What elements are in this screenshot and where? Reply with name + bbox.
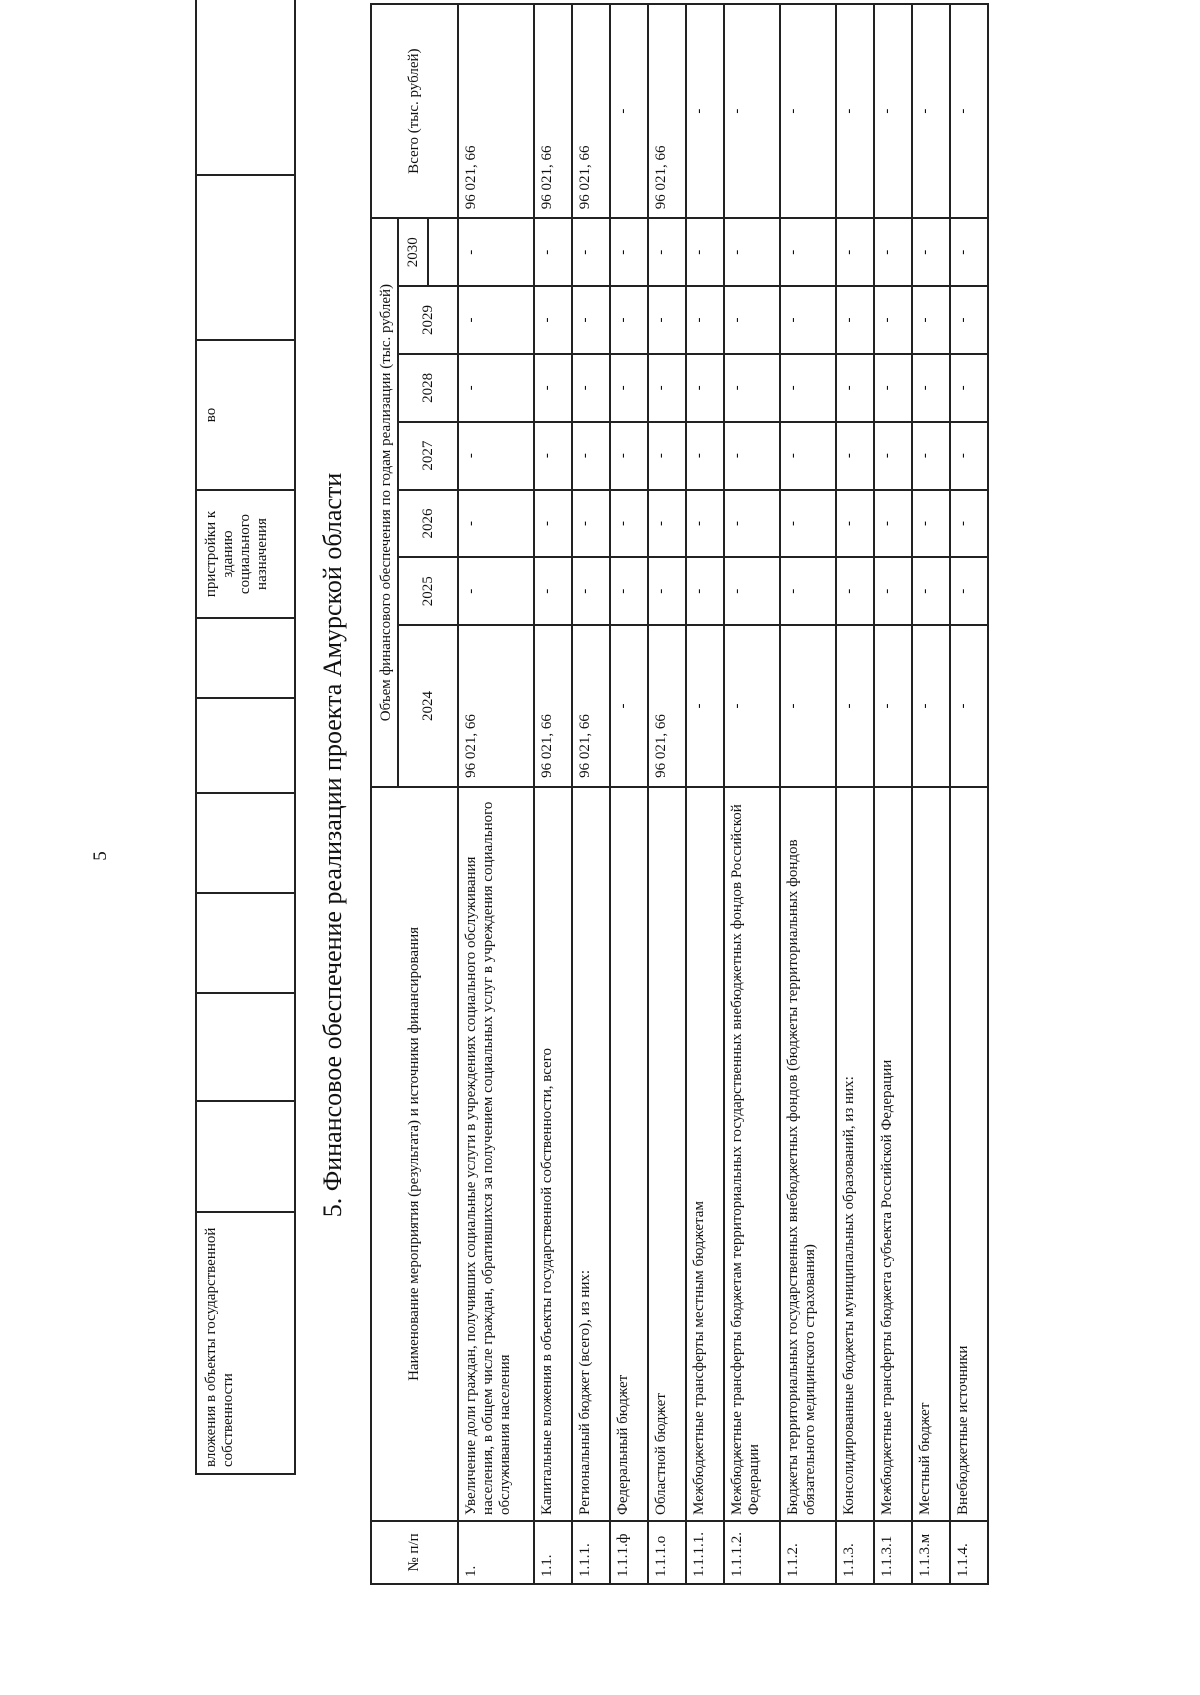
- total-value-cell: -: [950, 4, 988, 218]
- year-value-cell: -: [610, 422, 648, 490]
- prev-table-cell-investments: вложения в объекты государственной собственности: [196, 1212, 295, 1474]
- total-value-cell: -: [874, 4, 912, 218]
- header-year-2024: 2024: [398, 625, 458, 787]
- year-value-cell: -: [836, 625, 874, 787]
- prev-table-cell-extension: пристройки к зданию социального назначения: [196, 490, 295, 618]
- prev-table-cell-empty: [196, 793, 295, 893]
- year-value-cell: -: [610, 490, 648, 558]
- year-value-cell: -: [534, 286, 572, 354]
- year-value-cell: -: [534, 218, 572, 286]
- total-value-cell: 96 021, 66: [534, 4, 572, 218]
- year-value-cell: 96 021, 66: [648, 625, 686, 787]
- year-value-cell: -: [950, 625, 988, 787]
- year-value-cell: -: [780, 422, 836, 490]
- year-value-cell: -: [724, 218, 780, 286]
- year-value-cell: -: [686, 354, 724, 422]
- table-row: [572, 4, 610, 1584]
- table-row: [912, 4, 950, 1584]
- year-value-cell: -: [572, 218, 610, 286]
- year-value-cell: -: [912, 422, 950, 490]
- row-number: 1.1.3.: [836, 1521, 874, 1584]
- row-name: Внебюджетные источники: [950, 787, 988, 1521]
- year-value-cell: -: [610, 286, 648, 354]
- year-value-cell: -: [874, 490, 912, 558]
- prev-table-cell-empty: [196, 698, 295, 793]
- year-value-cell: -: [648, 422, 686, 490]
- year-value-cell: -: [534, 490, 572, 558]
- row-name: Межбюджетные трансферты бюджетам территориальных государственных внебюджетных фондов Российской Федерации: [724, 787, 780, 1521]
- total-value-cell: 96 021, 66: [648, 4, 686, 218]
- table-row: [610, 4, 648, 1584]
- header-total: Всего (тыс. рублей): [371, 4, 458, 218]
- table-row: [648, 4, 686, 1584]
- year-value-cell: -: [572, 422, 610, 490]
- row-name: Увеличение доли граждан, получивших социальные услуги в учреждениях социального обслуживания населения, в общем числе граждан, обратившихся за получением социальных услуг в учреждения социального обслуживания населения: [458, 787, 534, 1521]
- row-number: 1.1.3.м: [912, 1521, 950, 1584]
- table-row: [458, 4, 534, 1584]
- header-volume: Объем финансового обеспечения по годам реализации (тыс. рублей): [371, 218, 398, 787]
- total-value-cell: -: [836, 4, 874, 218]
- header-year-2025: 2025: [398, 557, 458, 625]
- table-row: [780, 4, 836, 1584]
- row-name: Областной бюджет: [648, 787, 686, 1521]
- header-year-2028: 2028: [398, 354, 458, 422]
- year-value-cell: -: [912, 354, 950, 422]
- year-value-cell: -: [912, 286, 950, 354]
- row-number: 1.: [458, 1521, 534, 1584]
- year-value-cell: -: [950, 286, 988, 354]
- year-value-cell: -: [950, 557, 988, 625]
- year-value-cell: -: [572, 490, 610, 558]
- year-value-cell: -: [836, 218, 874, 286]
- table-row: [950, 4, 988, 1584]
- year-value-cell: -: [724, 490, 780, 558]
- year-value-cell: -: [780, 557, 836, 625]
- prev-table-cell-empty: [196, 1101, 295, 1212]
- total-value-cell: 96 021, 66: [572, 4, 610, 218]
- total-value-cell: -: [610, 4, 648, 218]
- prev-table-cell-vo: во: [196, 340, 295, 490]
- header-year-2030: 2030: [398, 218, 428, 286]
- header-no: № п/п: [371, 1521, 458, 1584]
- header-name: Наименование мероприятия (результата) и источники финансирования: [371, 787, 458, 1521]
- total-value-cell: 96 021, 66: [458, 4, 534, 218]
- year-value-cell: -: [458, 354, 534, 422]
- table-row: [874, 4, 912, 1584]
- year-value-cell: -: [648, 218, 686, 286]
- row-name: Межбюджетные трансферты местным бюджетам: [686, 787, 724, 1521]
- year-value-cell: -: [648, 286, 686, 354]
- year-value-cell: -: [458, 422, 534, 490]
- page-number: 5: [89, 851, 111, 861]
- total-value-cell: -: [686, 4, 724, 218]
- year-value-cell: -: [950, 354, 988, 422]
- year-value-cell: -: [610, 218, 648, 286]
- year-value-cell: -: [458, 218, 534, 286]
- year-value-cell: -: [836, 422, 874, 490]
- year-value-cell: -: [836, 557, 874, 625]
- table-row: [534, 4, 572, 1584]
- year-value-cell: -: [534, 557, 572, 625]
- year-value-cell: -: [648, 354, 686, 422]
- year-value-cell: 96 021, 66: [534, 625, 572, 787]
- year-value-cell: -: [780, 354, 836, 422]
- year-value-cell: -: [724, 557, 780, 625]
- year-value-cell: -: [780, 218, 836, 286]
- header-year-2026: 2026: [398, 490, 458, 558]
- row-number: 1.1.3.1: [874, 1521, 912, 1584]
- header-year-2030-lower: [428, 218, 458, 286]
- year-value-cell: -: [836, 354, 874, 422]
- row-name: Консолидированные бюджеты муниципальных образований, из них:: [836, 787, 874, 1521]
- year-value-cell: -: [912, 218, 950, 286]
- prev-table-cell-empty: [196, 0, 295, 175]
- year-value-cell: -: [874, 557, 912, 625]
- year-value-cell: -: [874, 625, 912, 787]
- year-value-cell: -: [724, 625, 780, 787]
- year-value-cell: -: [874, 354, 912, 422]
- year-value-cell: -: [458, 286, 534, 354]
- year-value-cell: -: [458, 490, 534, 558]
- year-value-cell: -: [534, 422, 572, 490]
- total-value-cell: -: [780, 4, 836, 218]
- year-value-cell: 96 021, 66: [572, 625, 610, 787]
- year-value-cell: -: [610, 557, 648, 625]
- year-value-cell: -: [912, 625, 950, 787]
- row-number: 1.1.1.ф: [610, 1521, 648, 1584]
- row-name: Межбюджетные трансферты бюджета субъекта Российской Федерации: [874, 787, 912, 1521]
- year-value-cell: -: [648, 557, 686, 625]
- row-number: 1.1.1.о: [648, 1521, 686, 1584]
- year-value-cell: -: [836, 490, 874, 558]
- row-number: 1.1.4.: [950, 1521, 988, 1584]
- table-row: [686, 4, 724, 1584]
- previous-table-fragment: [195, 0, 296, 1475]
- year-value-cell: -: [572, 557, 610, 625]
- year-value-cell: -: [912, 557, 950, 625]
- year-value-cell: -: [874, 286, 912, 354]
- row-number: 1.1.: [534, 1521, 572, 1584]
- year-value-cell: -: [950, 422, 988, 490]
- row-name: Местный бюджет: [912, 787, 950, 1521]
- total-value-cell: -: [724, 4, 780, 218]
- year-value-cell: -: [686, 286, 724, 354]
- row-number: 1.1.1.1.: [686, 1521, 724, 1584]
- prev-table-cell-empty: [196, 618, 295, 698]
- year-value-cell: -: [950, 490, 988, 558]
- year-value-cell: -: [780, 490, 836, 558]
- year-value-cell: -: [874, 422, 912, 490]
- year-value-cell: -: [686, 490, 724, 558]
- table-row: [724, 4, 780, 1584]
- financing-table: [370, 3, 989, 1585]
- year-value-cell: -: [686, 625, 724, 787]
- year-value-cell: -: [572, 286, 610, 354]
- row-number: 1.1.1.2.: [724, 1521, 780, 1584]
- year-value-cell: -: [458, 557, 534, 625]
- year-value-cell: -: [610, 354, 648, 422]
- prev-table-cell-empty: [196, 175, 295, 340]
- row-number: 1.1.2.: [780, 1521, 836, 1584]
- table-row: [836, 4, 874, 1584]
- total-value-cell: -: [912, 4, 950, 218]
- year-value-cell: -: [648, 490, 686, 558]
- prev-table-cell-empty: [196, 893, 295, 993]
- year-value-cell: -: [724, 354, 780, 422]
- financing-table-body: [458, 4, 988, 1584]
- header-year-2027: 2027: [398, 422, 458, 490]
- year-value-cell: -: [572, 354, 610, 422]
- year-value-cell: -: [780, 625, 836, 787]
- year-value-cell: -: [780, 286, 836, 354]
- year-value-cell: -: [534, 354, 572, 422]
- year-value-cell: -: [686, 422, 724, 490]
- year-value-cell: -: [686, 218, 724, 286]
- year-value-cell: -: [874, 218, 912, 286]
- header-year-2029: 2029: [398, 286, 458, 354]
- year-value-cell: -: [912, 490, 950, 558]
- year-value-cell: -: [950, 218, 988, 286]
- year-value-cell: -: [724, 422, 780, 490]
- year-value-cell: -: [610, 625, 648, 787]
- row-number: 1.1.1.: [572, 1521, 610, 1584]
- year-value-cell: -: [724, 286, 780, 354]
- year-value-cell: -: [686, 557, 724, 625]
- row-name: Бюджеты территориальных государственных внебюджетных фондов (бюджеты территориальных фондов обязательного медицинского страхования): [780, 787, 836, 1521]
- section-title: 5. Финансовое обеспечение реализации проекта Амурской области: [318, 472, 347, 1218]
- row-name: Федеральный бюджет: [610, 787, 648, 1521]
- row-name: Региональный бюджет (всего), из них:: [572, 787, 610, 1521]
- year-value-cell: 96 021, 66: [458, 625, 534, 787]
- year-value-cell: -: [836, 286, 874, 354]
- prev-table-cell-empty: [196, 993, 295, 1101]
- row-name: Капитальные вложения в объекты государственной собственности, всего: [534, 787, 572, 1521]
